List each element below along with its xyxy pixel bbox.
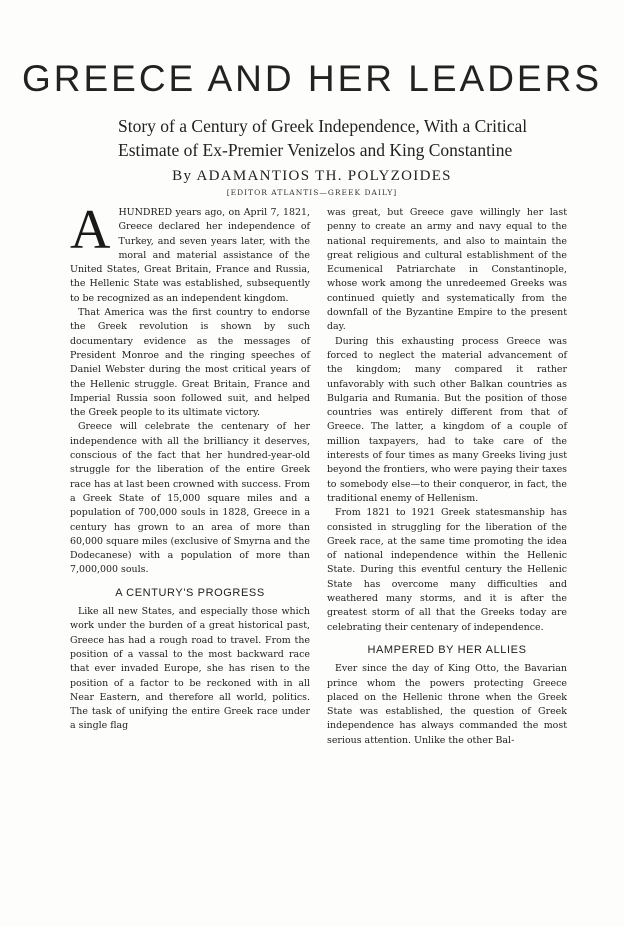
paragraph-7: From 1821 to 1921 Greek statesmanship has consisted in struggling for the liberation of the Greek race, at the same time promoting the idea of national independence within the Hellenic State. During this eventful century the Hellenic State has overcome many difficulties and weathered many storms, and it is after the greatest storm of all that the Greeks today are celebrating their centenary of independence. xyxy=(327,507,567,633)
paragraph-3: Greece will celebrate the centenary of her independence with all the brilliancy it deserves, conscious of the fact that her hundred-year-old struggle for the liberation of the entire Greek race has at last been crowned with success. From a Greek State of 15,000 square miles and a population of 700,000 souls in 1828, Greece in a century has grown to an area of more than 60,000 square miles (exclusive of Smyrna and the Dodecanese) with a population of more than 7,000,000 souls. xyxy=(70,421,310,576)
paragraph-1 xyxy=(70,199,310,306)
section-heading-hampered-allies: HAMPERED BY HER ALLIES xyxy=(367,643,527,656)
paragraph-6: During this exhausting process Greece was forced to neglect the material advancement of the kingdom; many compared it rather unfavorably with such other Balkan countries as Bulgaria and Rumania. But the position of those countries was entirely different from that of Greece. The latter, a kingdom of a couple of million taxpayers, had to take care of the interests of four times as many Greeks living just beyond the frontiers, who were paying their taxes to somebody else—to their conqueror, in fact, the traditional enemy of Hellenism. xyxy=(327,335,567,504)
paragraph-1-text: HUNDRED years ago, on April 7, 1821, Greece declared her independence of Turkey, and seven years later, with the moral and material assistance of the United States, Great Britain, France and Russia, the Hellenic State was established, subsequently to be recognized as an independent kingdom. xyxy=(70,207,310,304)
paragraph-4: Like all new States, and especially those which work under the burden of a great historical past, Greece has had a rough road to travel. From the position of a vassal to the most backward race that ever invaded Europe, she has risen to the position of a factor to be reckoned with in all Near Eastern, and therefore all world, politics. The task of unifying the entire Greek race under a single flag xyxy=(70,606,310,732)
article-subtitle-line-2: Estimate of Ex-Premier Venizelos and King Constantine xyxy=(118,140,513,160)
column-right xyxy=(327,206,567,748)
drop-cap: A xyxy=(70,199,111,261)
editor-note: [EDITOR ATLANTIS—GREEK DAILY] xyxy=(226,188,398,197)
byline: By ADAMANTIOS TH. POLYZOIDES xyxy=(172,168,452,184)
article-subtitle-line-1: Story of a Century of Greek Independence, With a Critical xyxy=(118,116,528,136)
column-left xyxy=(70,199,310,734)
paragraph-2: That America was the first country to endorse the Greek revolution is shown by such documentary evidence as the messages of President Monroe and the ringing speeches of Daniel Webster during the most critical years of the Hellenic struggle. Great Britain, France and Imperial Russia soon followed suit, and helped the Greek people to its ultimate victory. xyxy=(70,307,310,419)
article-title: GREECE AND HER LEADERS xyxy=(21,58,603,99)
paragraph-5: was great, but Greece gave willingly her last penny to create an army and navy equal to the national requirements, and also to maintain the great religious and cultural establishment of the Ecumenical Patriarchate in Constantinople, whose work among the unredeemed Greeks was continued quietly and systematically from the downfall of the Byzantine Empire to the present day. xyxy=(327,207,567,333)
section-heading-century-progress: A CENTURY'S PROGRESS xyxy=(115,586,265,599)
paragraph-8: Ever since the day of King Otto, the Bavarian prince whom the powers protecting Greece placed on the Hellenic throne when the Greek State was established, the question of Greek independence has always commanded the most serious attention. Unlike the other Bal- xyxy=(327,663,567,746)
